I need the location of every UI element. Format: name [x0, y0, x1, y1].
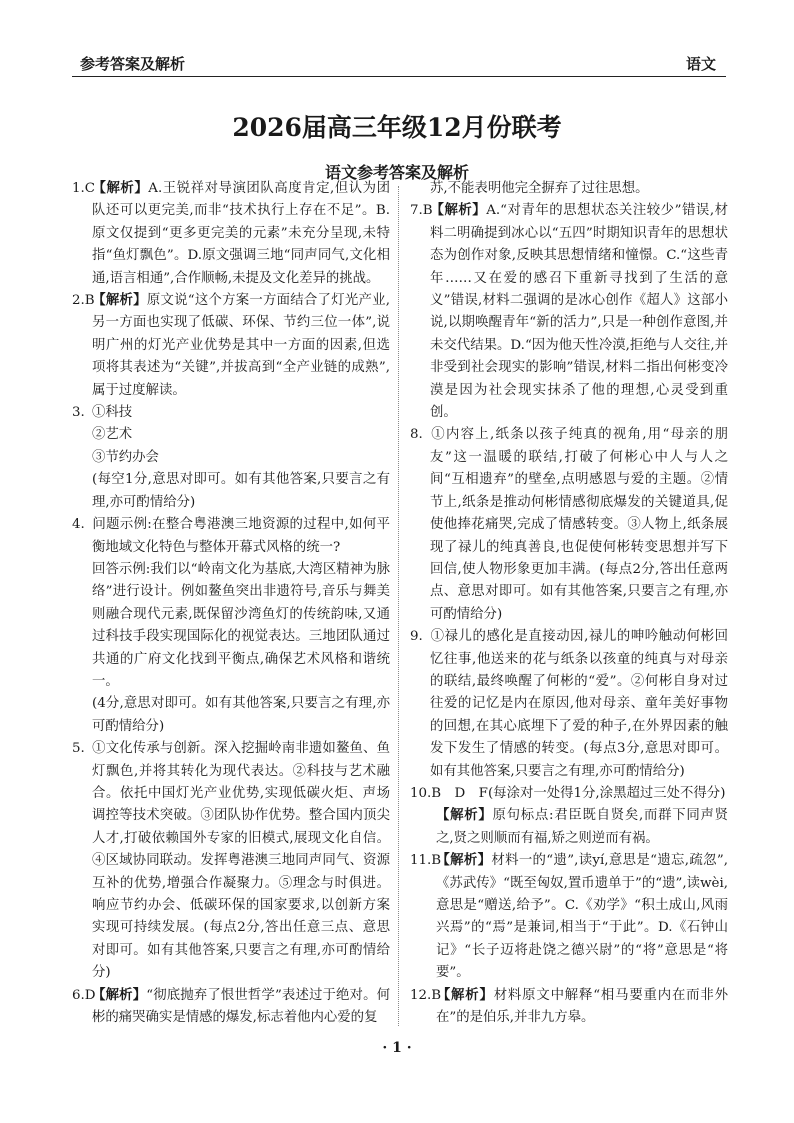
- answer-number: 2.B: [72, 293, 95, 309]
- analysis-tag: 【解析】: [92, 293, 147, 309]
- analysis-body: 原句标点:君臣既自贤矣,而群下同声贤之,贤之则顺而有福,矫之则逆而有祸。: [436, 808, 728, 846]
- answer-number: 11.B: [410, 853, 442, 869]
- answer-item: [410, 985, 728, 1030]
- answer-item: [72, 738, 390, 984]
- answer-number: 7.B: [410, 203, 433, 219]
- analysis-tag: 【解析】: [436, 853, 492, 869]
- answer-number: 10.B D F: [410, 785, 488, 801]
- answer-text: 问题示例:在整合粤港澳三地资源的过程中,如何平衡地域文化特色与整体开幕式风格的统一?: [92, 517, 390, 555]
- answer-item: [72, 178, 390, 290]
- answer-text: 原文说“这个方案一方面结合了灯光产业,另一方面也实现了低碳、环保、节约三位一体”,说明广州的灯光产业优势是其中一方面的因素,但选项将其表述为“关键”,并拔高到“全产业链的成熟”,属于过度解读。: [92, 293, 391, 398]
- left-column: [72, 178, 390, 1029]
- analysis-text: [436, 805, 728, 850]
- analysis-tag: 【解析】: [436, 808, 493, 824]
- header-subject: 语文: [685, 55, 716, 73]
- answer-item: [410, 424, 728, 626]
- answer-item: [72, 514, 390, 738]
- answer-text: (4分,意思对即可。如有其他答案,只要言之有理,亦可酌情给分): [92, 696, 390, 734]
- answer-item: [410, 850, 728, 984]
- header-left: 参考答案及解析: [80, 55, 186, 73]
- answer-number: 8.: [410, 427, 423, 443]
- answer-item: [72, 290, 390, 402]
- page-number: · 1 ·: [382, 1040, 412, 1056]
- analysis-tag: 【解析】: [436, 987, 494, 1003]
- answer-text: ③节约办会: [92, 449, 159, 465]
- answer-text: “彻底抛弃了恨世哲学”表述过于绝对。何彬的痛哭确实是情感的爆发,标志着他内心爱的复: [92, 987, 391, 1026]
- answer-item: [410, 200, 728, 424]
- answer-text: 材料一的“遗”,读yí,意思是“遗忘,疏忽”,《苏武传》“既至匈奴,置币遗单于”的“遗”,读wèi,意思是“赠送,给予”。C.《劝学》“积土成山,风雨兴焉”的“焉”是兼词,相当于“于此”。D.《石钟山记》“长子迈将赴饶之德兴尉”的“将”意思是“将要”。: [436, 853, 728, 981]
- analysis-tag: 【解析】: [92, 181, 149, 196]
- answer-number: 4.: [72, 517, 85, 533]
- answer-text: ①科技: [92, 405, 133, 421]
- answer-number: 1.C: [72, 181, 96, 196]
- answer-text: ①文化传承与创新。深入挖掘岭南非遗如鳌鱼、鱼灯飘色,并将其转化为现代表达。②科技与艺术融合。依托中国灯光产业优势,实现低碳火炬、声场调控等技术突破。③团队协作优势。整合国内顶尖人才,打破依赖国外专家的旧模式,展现文化自信。④区域协同联动。发挥粤港澳三地同声同气、资源互补的优势,增强合作凝聚力。⑤理念与时俱进。响应节约办会、低碳环保的国家要求,以创新方案实现可持续发展。(每点2分,答出任意三点、意思对即可。如有其他答案,只要言之有理,亦可酌情给分): [92, 741, 390, 981]
- answer-text: 材料原文中解释“相马要重内在而非外在”的是伯乐,并非九方皋。: [436, 987, 729, 1026]
- continuation-text: 苏,不能表明他完全摒弃了过往思想。: [430, 181, 649, 196]
- column-divider: [398, 186, 399, 1026]
- page-header: [72, 50, 726, 77]
- answer-text: (每空1分,意思对即可。如有其他答案,只要言之有理,亦可酌情给分): [92, 472, 390, 510]
- answer-number: 5.: [72, 741, 85, 757]
- answer-item: [410, 783, 728, 850]
- answer-number: 9.: [410, 629, 423, 645]
- right-column: [410, 178, 728, 1029]
- answer-text: ①内容上,纸条以孩子纯真的视角,用“母亲的朋友”这一温暖的联结,打破了何彬心中人与人之间“互相遗弃”的壁垒,点明感恩与爱的主题。②情节上,纸条是推动何彬情感彻底爆发的关键道具,促使他捧花痛哭,完成了情感转变。③人物上,纸条展现了禄儿的纯真善良,也促使何彬转变思想并写下回信,使人物形象更加丰满。(每点2分,答出任意两点、意思对即可。如有其他答案,只要言之有理,亦可酌情给分): [430, 427, 728, 622]
- page-subtitle: 语文参考答案及解析: [324, 163, 469, 182]
- answer-item: [72, 985, 390, 1030]
- answer-text: A.王锐祥对导演团队高度肯定,但认为团队还可以更完美,而非“技术执行上存在不足”。B.原文仅提到“更多更完美的元素”未充分呈现,未特指“鱼灯飘色”。D.原文强调三地“同声同气,文化相通,语言相通”,合作顺畅,未提及文化差异的挑战。: [92, 181, 391, 286]
- answer-item: [72, 402, 390, 514]
- answer-text: ①禄儿的感化是直接动因,禄儿的呻吟触动何彬回忆往事,他送来的花与纸条以孩童的纯真与对母亲的联结,最终唤醒了何彬的“爱”。②何彬自身对过往爱的记忆是内在原因,他对母亲、童年美好事物的回想,在其心底埋下了爱的种子,在外界因素的触发下发生了情感的转变。(每点3分,意思对即可。如有其他答案,只要言之有理,亦可酌情给分): [430, 629, 728, 779]
- answer-number: 3.: [72, 405, 85, 421]
- answer-text: A.“对青年的思想状态关注较少”错误,材料二明确提到冰心以“五四”时期知识青年的思想状态为创作对象,反映其思想情绪和憧憬。C.“这些青年……又在爱的感召下重新寻找到了生活的意义”错误,材料二强调的是冰心创作《超人》这部小说,以期唤醒青年“新的活力”,只是一种创作意图,并未交代结果。D.“因为他天性冷漠,拒绝与人交往,并非受到社会现实的影响”错误,材料二指出何彬变冷漠是因为社会现实抹杀了他的理想,心灵受到重创。: [430, 203, 729, 421]
- analysis-tag: 【解析】: [430, 203, 487, 219]
- answer-text: (每涂对一处得1分,涂黑超过三处不得分): [487, 785, 726, 801]
- analysis-tag: 【解析】: [92, 987, 147, 1003]
- answer-number: 6.D: [72, 987, 96, 1003]
- answer-item: [410, 626, 728, 783]
- answer-text: 回答示例:我们以“岭南文化为基底,大湾区精神为脉络”进行设计。例如鳌鱼突出非遗符号,音乐与舞美则融合现代元素,既保留沙湾鱼灯的传统韵味,又通过科技手段实现国际化的视觉表达。三地团队通过共通的广府文化找到平衡点,确保艺术风格和谐统一。: [92, 561, 390, 689]
- page-title: 2026届高三年级12月份联考: [232, 113, 562, 142]
- answer-number: 12.B: [410, 987, 442, 1003]
- answer-text: ②艺术: [92, 427, 133, 443]
